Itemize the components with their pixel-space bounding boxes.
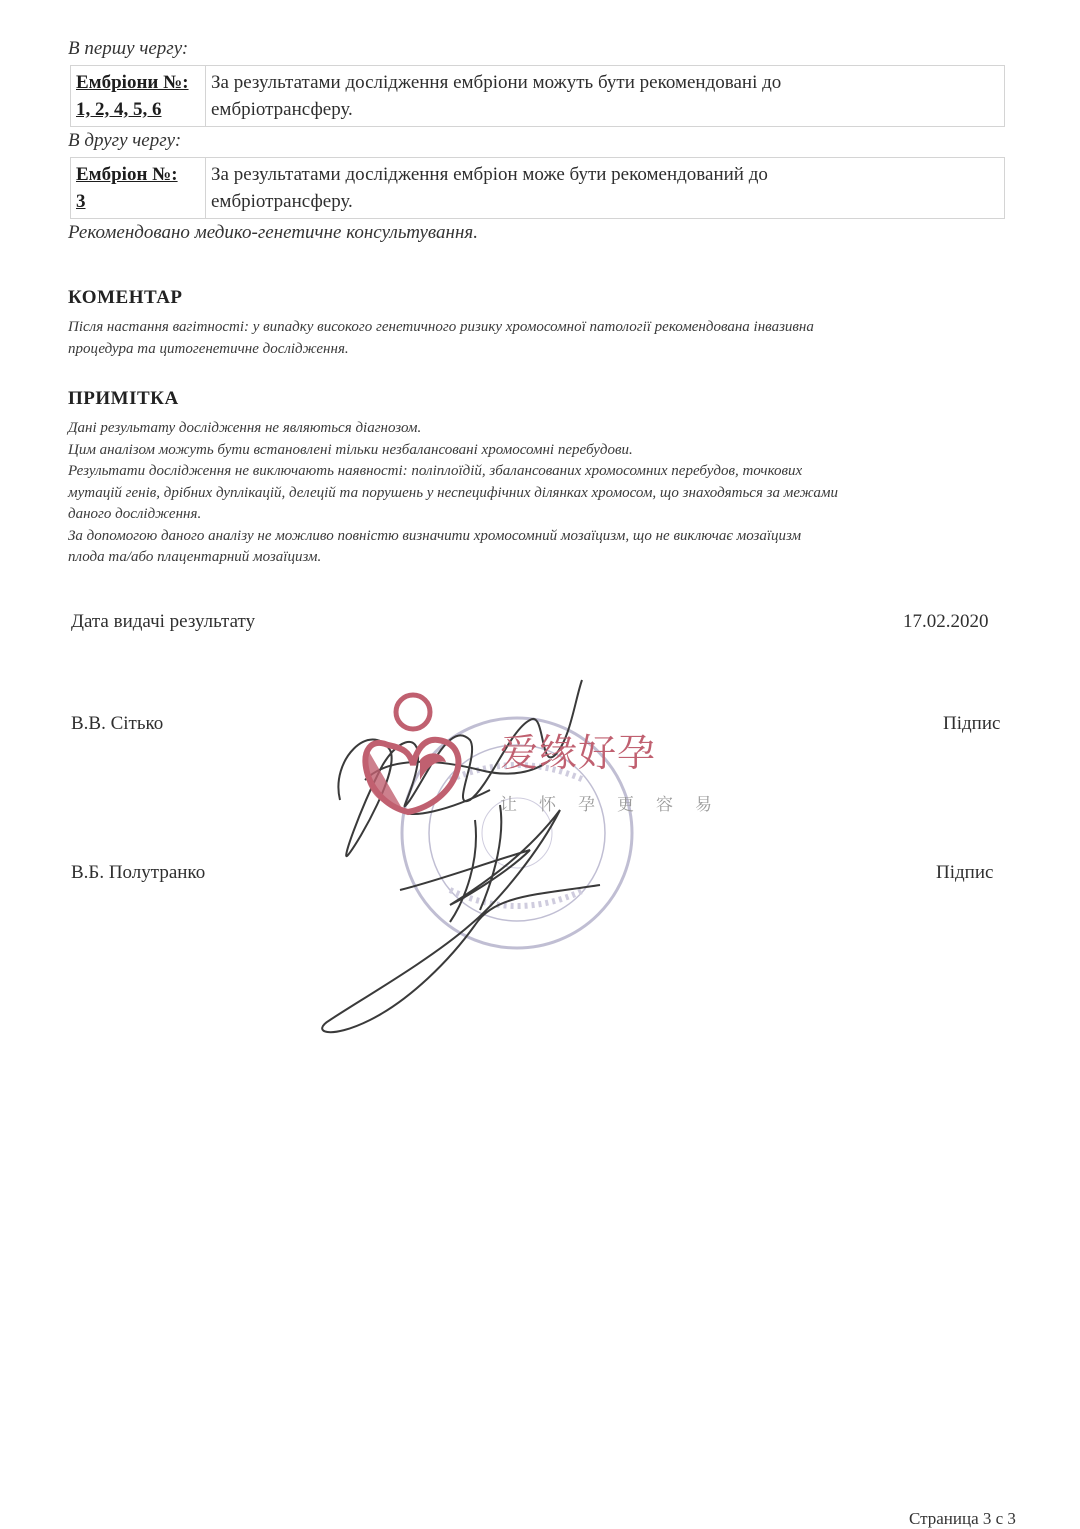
watermark-subtitle: 让怀孕更容易 [500, 795, 734, 815]
signature-label: Підпис [936, 862, 994, 883]
note-line: Дані результату дослідження не являються діагнозом. [68, 420, 422, 436]
second-priority-heading: В другу чергу: [68, 130, 182, 151]
comment-line: процедура та цитогенетичне дослідження. [68, 340, 349, 357]
issue-date-label: Дата видачі результату [71, 611, 256, 632]
comment-title: КОМЕНТАР [68, 287, 183, 308]
recommendation-text-line: За результатами дослідження ембріони можуть бути рекомендовані до [211, 72, 782, 93]
signatory-name: В.В. Сітько [71, 713, 164, 734]
signature-label: Підпис [943, 713, 1001, 734]
note-body [68, 418, 1048, 569]
embryo-numbers-cell [71, 66, 206, 127]
embryo-numbers: 3 [76, 191, 86, 212]
page-number: Страница 3 с 3 [909, 1509, 1016, 1528]
recommendation-text-line: ембріотрансферу. [211, 99, 353, 120]
comment-line: Після настання вагітності: у випадку високого генетичного ризику хромосомної патології рекомендована інвазивна [68, 319, 814, 335]
note-line: За допомогою даного аналізу не можливо повністю визначити хромосомний мозаїцизм, що не виключає мозаїцизм [68, 527, 802, 544]
note-line: Результати дослідження не виключають наявності: поліплоїдій, збалансованих хромосомних перебудов, точкових [68, 463, 803, 479]
note-line: Цим аналізом можуть бути встановлені тільки незбалансовані хромосомні перебудови. [68, 441, 633, 458]
issue-date-value: 17.02.2020 [903, 611, 989, 632]
note-line: мутацій генів, дрібних дуплікацій, делецій та порушень у неспецифічних ділянках хромосом, що знаходяться за межами [68, 484, 838, 501]
genetic-counselling-recommendation: Рекомендовано медико-генетичне консультування. [68, 222, 478, 243]
first-priority-table [70, 65, 1005, 127]
signatory-name: В.Б. Полутранко [71, 862, 206, 883]
comment-body [68, 317, 1018, 360]
first-priority-heading: В першу чергу: [68, 38, 189, 59]
embryo-label: Ембріон №: [76, 164, 178, 185]
note-line: даного дослідження. [68, 506, 202, 522]
table-row [71, 158, 1005, 219]
recommendation-cell [206, 66, 1005, 127]
embryo-label: Ембріони №: [76, 72, 189, 93]
embryo-numbers: 1, 2, 4, 5, 6 [76, 99, 162, 120]
table-row [71, 66, 1005, 127]
recommendation-text-line: ембріотрансферу. [211, 191, 353, 212]
note-title: ПРИМІТКА [68, 388, 179, 409]
second-priority-table [70, 157, 1005, 219]
signature-polutranko [322, 805, 600, 1032]
recommendation-text-line: За результатами дослідження ембріон може бути рекомендований до [211, 164, 768, 185]
heart-logo-icon [358, 690, 478, 820]
note-line: плода та/або плацентарний мозаїцизм. [68, 549, 322, 565]
watermark-title: 爱缘好孕 [500, 731, 657, 775]
recommendation-cell [206, 158, 1005, 219]
embryo-numbers-cell [71, 158, 206, 219]
